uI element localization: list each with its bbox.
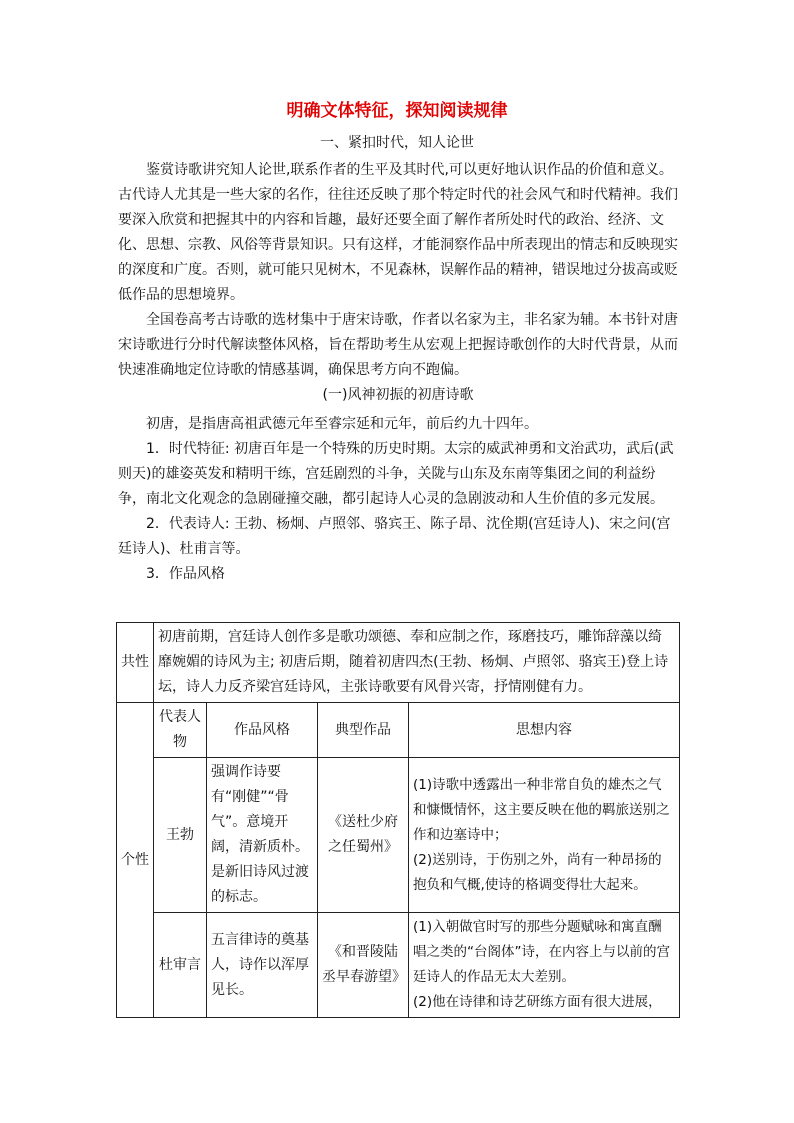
work-cell: 《送杜少府之任蜀州》 — [318, 758, 409, 913]
gongxing-label: 共性 — [117, 623, 154, 703]
content-line: (1)入朝做官时写的那些分题赋咏和寓直酬唱之类的“台阁体”诗，在内容上与以前的宫廷诗人的作品无太大差别。 — [413, 919, 670, 985]
work-cell: 《和晋陵陆丞早春游望》 — [318, 913, 409, 1018]
poet-cell: 杜审言 — [154, 913, 207, 1018]
poet-cell: 王勃 — [154, 758, 207, 913]
content-line: (2)他在诗律和诗艺研练方面有很大进展， — [413, 994, 662, 1010]
table-row — [117, 623, 680, 703]
gexing-label: 个性 — [117, 703, 154, 1018]
header-cell: 作品风格 — [207, 703, 318, 758]
paragraph-1: 鉴赏诗歌讲究知人论世,联系作者的生平及其时代,可以更好地认识作品的价值和意义。古代诗人尤其是一些大家的名作，往往还反映了那个特定时代的社会风气和时代精神。我们要深入欣赏和把握其中的内容和旨趣，最好还要全面了解作者所处时代的政治、经济、文化、思想、宗教、风俗等背景知识。只有这样，才能洞察作品中所表现出的情志和反映现实的深度和广度。否则，就可能只见树木，不见森林，误解作品的精神，错误地过分拔高或贬低作品的思想境界。 — [118, 162, 678, 303]
style-table — [116, 622, 680, 1018]
paragraph-3: 初唐，是指唐高祖武德元年至睿宗延和元年，前后约九十四年。 — [146, 416, 538, 432]
page-title: 明确文体特征，探知阅读规律 — [286, 101, 508, 121]
table-row — [117, 913, 680, 1018]
paragraph-2: 全国卷高考古诗歌的选材集中于唐宋诗歌，作者以名家为主，非名家为辅。本书针对唐宋诗歌进行分时代解读整体风格，旨在帮助考生从宏观上把握诗歌创作的大时代背景，从而快速准确地定位诗歌的情感基调，确保思考方向不跑偏。 — [118, 312, 678, 378]
item-2: 2．代表诗人: 王勃、杨炯、卢照邻、骆宾王、陈子昂、沈佺期(宫廷诗人)、宋之问(宫廷诗人)、杜甫言等。 — [118, 516, 671, 557]
table-row — [117, 758, 680, 913]
table-row — [117, 703, 680, 758]
content-cell — [409, 913, 680, 1018]
content-line: (1)诗歌中透露出一种非常自负的雄杰之气和慷慨情怀，这主要反映在他的羁旅送别之作和边塞诗中； — [413, 776, 670, 843]
content-line: (2)送别诗，于伤别之外，尚有一种昂扬的抱负和气概,使诗的格调变得壮大起来。 — [413, 851, 662, 893]
style-cell: 五言律诗的奠基人，诗作以浑厚见长。 — [207, 913, 318, 1018]
header-cell: 思想内容 — [409, 703, 680, 758]
header-cell: 代表人物 — [154, 703, 207, 758]
header-cell: 典型作品 — [318, 703, 409, 758]
item-3: 3．作品风格 — [146, 566, 225, 582]
body-text — [118, 158, 678, 587]
subsection-heading: (一)风神初振的初唐诗歌 — [322, 387, 474, 403]
section-heading: 一、紧扣时代，知人论世 — [320, 135, 474, 151]
style-cell: 强调作诗要有“刚健”“骨气”。意境开阔，清新质朴。是新旧诗风过渡的标志。 — [207, 758, 318, 913]
item-1: 1．时代特征: 初唐百年是一个特殊的历史时期。太宗的威武神勇和文治武功，武后(武则天)的雄姿英发和精明干练，宫廷剧烈的斗争，关陇与山东及东南等集团之间的利益纷争，南北文化观念的急剧碰撞交融，都引起诗人心灵的急剧波动和人生价值的多元发展。 — [118, 441, 674, 507]
content-cell — [409, 758, 680, 913]
gongxing-text: 初唐前期，宫廷诗人创作多是歌功颂德、奉和应制之作，琢磨技巧，雕饰辞藻以绮靡婉媚的诗风为主; 初唐后期，随着初唐四杰(王勃、杨炯、卢照邻、骆宾王)登上诗坛，诗人力反齐梁宫廷诗风，主张诗歌要有风骨兴寄，抒情刚健有力。 — [154, 623, 680, 703]
